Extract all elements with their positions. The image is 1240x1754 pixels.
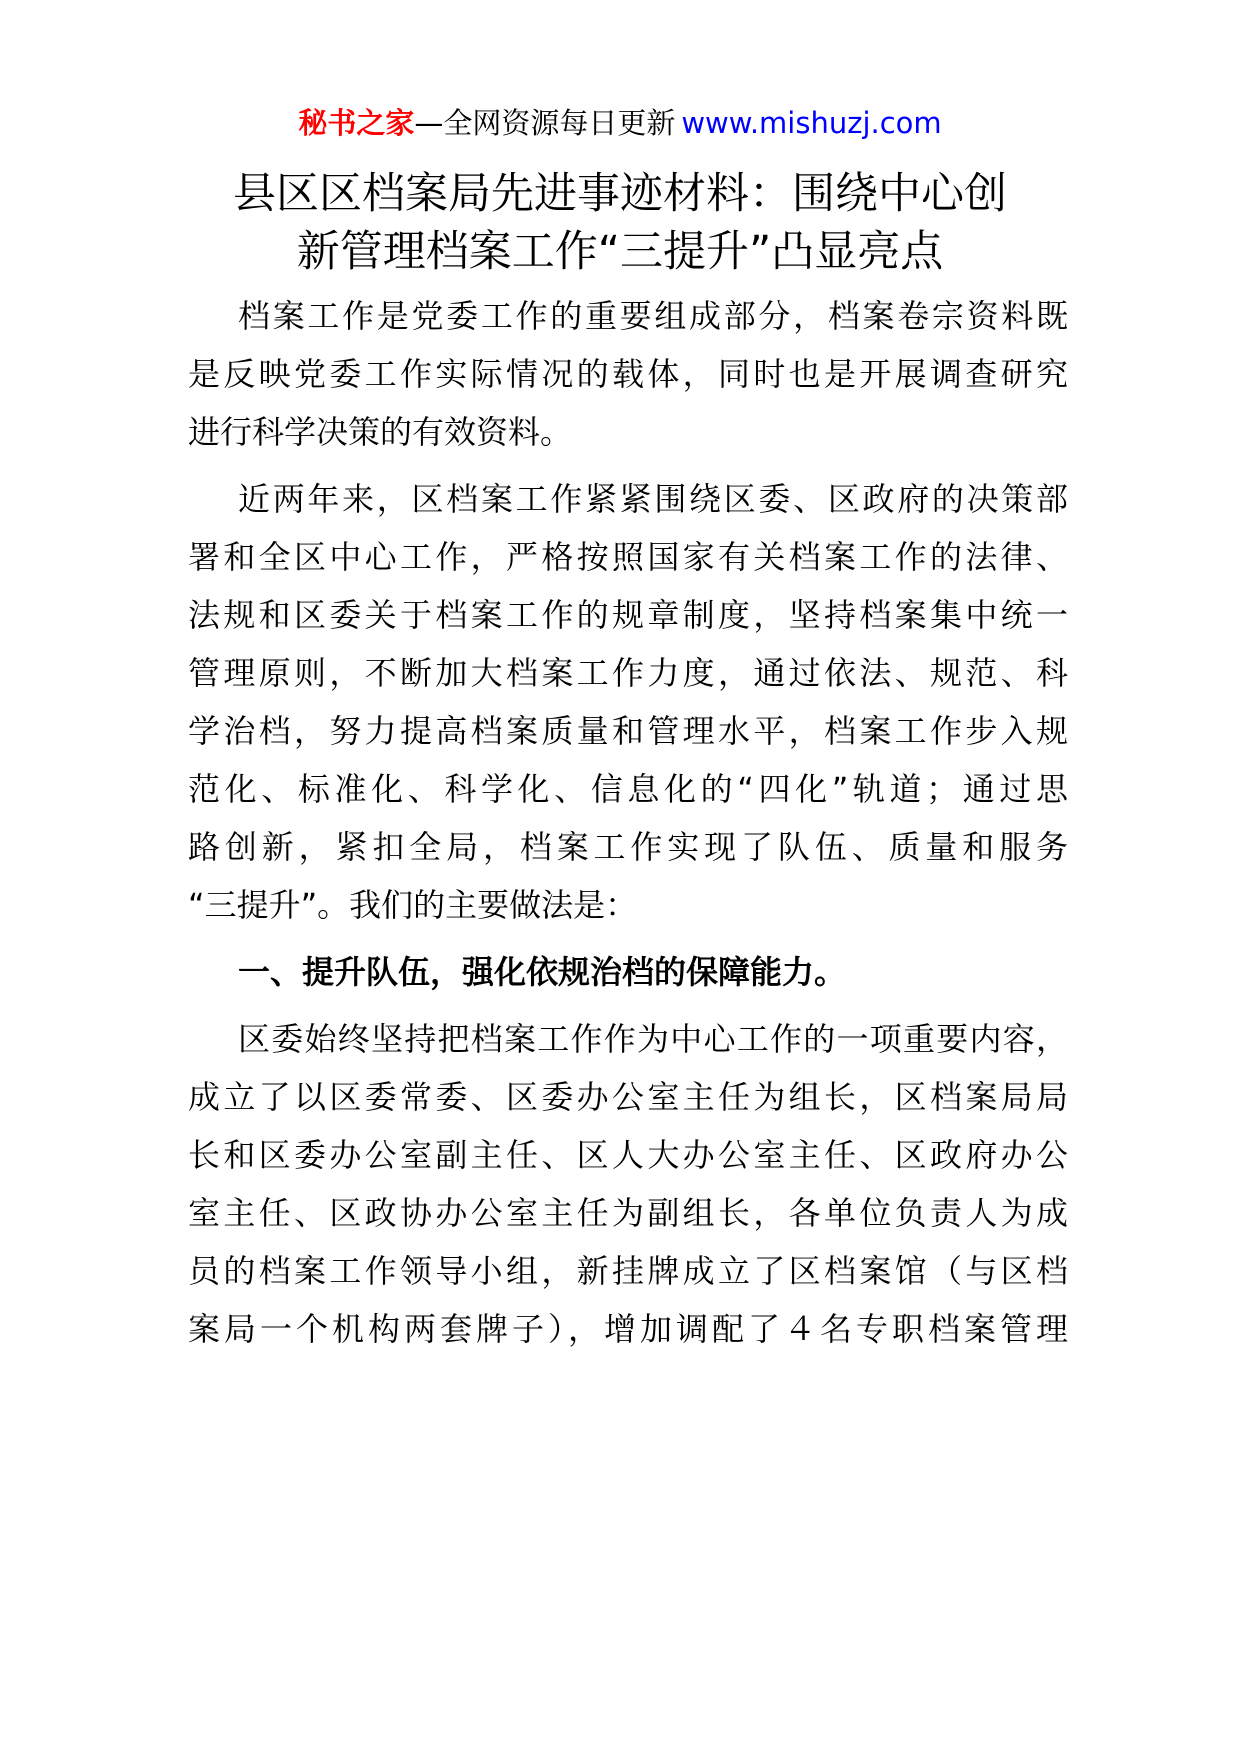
document-title xyxy=(150,165,1090,281)
title-line-1: 县区区档案局先进事迹材料：围绕中心创 xyxy=(233,169,1007,219)
paragraph-2-line-3: 法规和区委关于档案工作的规章制度，坚持档案集中统一 xyxy=(188,596,1068,634)
paragraph-3-line-5: 员的档案工作领导小组，新挂牌成立了区档案馆（与区档 xyxy=(188,1252,1068,1290)
paragraph-1-line-1: 档案工作是党委工作的重要组成部分，档案卷宗资料既 xyxy=(238,297,1068,335)
paragraph-2-line-6: 范化、标准化、科学化、信息化的“四化”轨道；通过思 xyxy=(188,770,1068,808)
paragraph-3-line-2: 成立了以区委常委、区委办公室主任为组长，区档案局局 xyxy=(188,1078,1068,1116)
paragraph-2-line-2: 署和全区中心工作，严格按照国家有关档案工作的法律、 xyxy=(188,538,1068,576)
paragraph-1-line-2: 是反映党委工作实际情况的载体，同时也是开展调查研究 xyxy=(188,355,1068,393)
paragraph-3-line-4: 室主任、区政协办公室主任为副组长，各单位负责人为成 xyxy=(188,1194,1068,1232)
paragraph-2-line-8: “三提升”。我们的主要做法是： xyxy=(188,886,638,924)
website-link[interactable]: www.mishuzj.com xyxy=(681,106,942,140)
title-line-2: 新管理档案工作“三提升”凸显亮点 xyxy=(296,227,944,277)
paragraph-1-line-3: 进行科学决策的有效资料。 xyxy=(188,413,573,451)
paragraph-3-line-3: 长和区委办公室副主任、区人大办公室主任、区政府办公 xyxy=(188,1136,1068,1174)
paragraph-3-line-1: 区委始终坚持把档案工作作为中心工作的一项重要内容， xyxy=(238,1020,1068,1058)
paragraph-2-line-7: 路创新，紧扣全局，档案工作实现了队伍、质量和服务 xyxy=(188,828,1068,866)
paragraph-2-line-1: 近两年来，区档案工作紧紧围绕区委、区政府的决策部 xyxy=(238,480,1068,518)
section-heading-1: 一、提升队伍，强化依规治档的保障能力。 xyxy=(238,953,847,991)
header-description: —全网资源每日更新 xyxy=(414,106,676,140)
paragraph-2-line-5: 学治档，努力提高档案质量和管理水平，档案工作步入规 xyxy=(188,712,1068,750)
brand-name: 秘书之家 xyxy=(298,106,415,140)
source-header xyxy=(0,103,1240,143)
paragraph-3-line-6: 案局一个机构两套牌子），增加调配了４名专职档案管理 xyxy=(188,1310,1068,1348)
paragraph-2-line-4: 管理原则，不断加大档案工作力度，通过依法、规范、科 xyxy=(188,654,1068,692)
